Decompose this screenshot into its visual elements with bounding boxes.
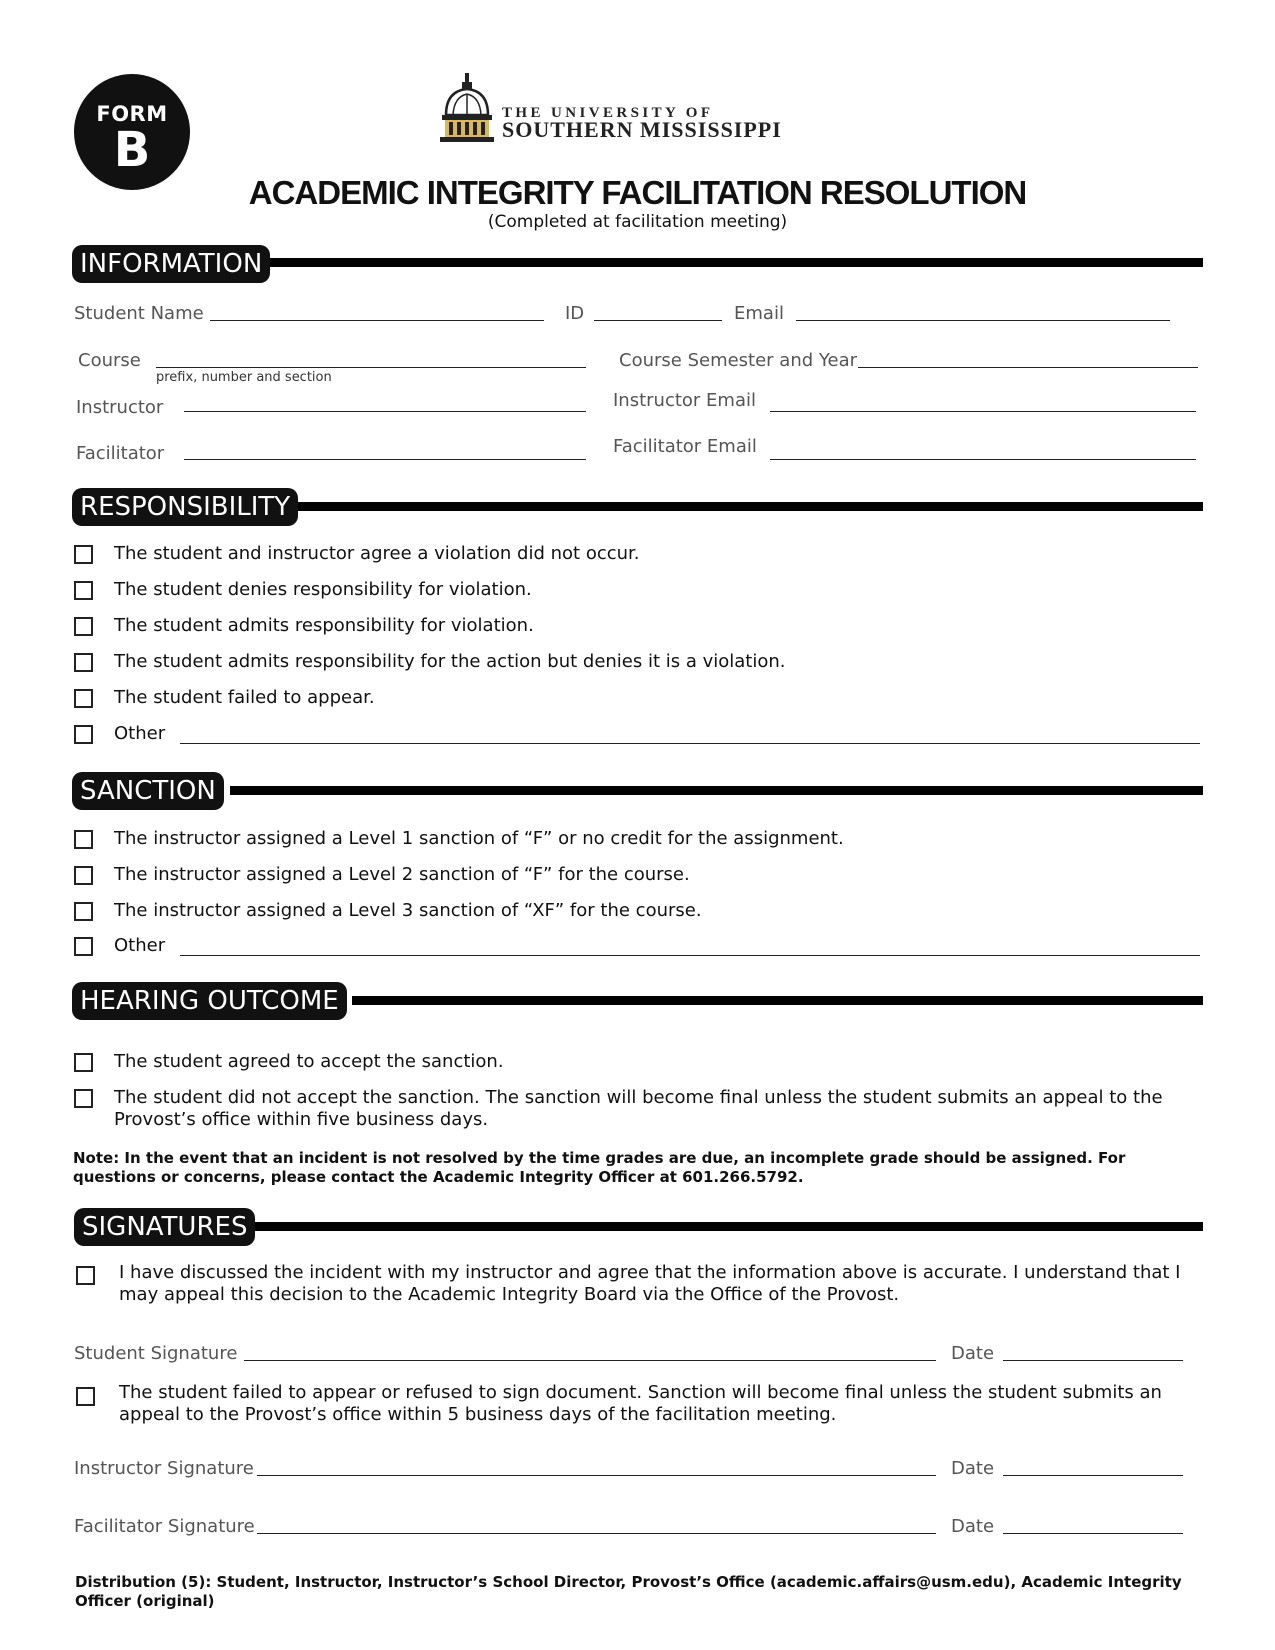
option-label: The student denies responsibility for violation.	[114, 579, 532, 600]
section-rule	[270, 258, 1203, 267]
checkbox-level-1-sanction[interactable]	[74, 830, 93, 849]
option-label: The student agreed to accept the sanction.	[114, 1051, 504, 1072]
id-label: ID	[565, 303, 585, 324]
checkbox-responsibility-other[interactable]	[74, 725, 93, 744]
checkbox-level-3-sanction[interactable]	[74, 902, 93, 921]
form-badge-letter: B	[113, 122, 151, 178]
checkbox-failed-to-appear[interactable]	[74, 689, 93, 708]
facilitator-field[interactable]	[184, 459, 586, 460]
student-name-label: Student Name	[74, 303, 204, 324]
id-field[interactable]	[594, 320, 722, 321]
dome-icon	[440, 73, 494, 145]
section-rule	[230, 786, 1203, 795]
form-title: ACADEMIC INTEGRITY FACILITATION RESOLUTION	[248, 174, 1027, 211]
student-signature-field[interactable]	[244, 1360, 936, 1361]
checkbox-failed-to-sign[interactable]	[76, 1387, 95, 1406]
facilitator-email-label: Facilitator Email	[613, 436, 757, 457]
form-subtitle: (Completed at facilitation meeting)	[487, 212, 788, 232]
date-label: Date	[951, 1458, 995, 1479]
section-heading-signatures: SIGNATURES	[74, 1208, 255, 1246]
checkbox-no-violation[interactable]	[74, 545, 93, 564]
date-label: Date	[951, 1516, 995, 1537]
instructor-email-field[interactable]	[770, 411, 1196, 412]
option-label: Other	[114, 723, 166, 744]
section-rule	[248, 1222, 1203, 1231]
section-rule	[284, 502, 1203, 511]
logo-text-line2: SOUTHERN MISSISSIPPI	[502, 117, 782, 142]
section-rule	[352, 996, 1203, 1005]
option-label: The student admits responsibility for violation.	[114, 615, 534, 636]
university-logo	[440, 73, 840, 148]
form-badge-word: FORM	[96, 102, 168, 126]
course-semester-label: Course Semester and Year	[619, 350, 857, 371]
checkbox-denies-responsibility[interactable]	[74, 581, 93, 600]
note-text: Note: In the event that an incident is not resolved by the time grades are due, an incomplete grade should be assigned. For questions or concerns, please contact the Academic Integrity Officer at 601.266.5792.	[73, 1149, 1126, 1186]
facilitator-label: Facilitator	[76, 443, 165, 464]
distribution-text: Distribution (5): Student, Instructor, Instructor’s School Director, Provost’s Office (academic.affairs@usm.edu), Academic Integrity Officer (original)	[75, 1573, 1182, 1610]
option-label: The student failed to appear.	[114, 687, 375, 708]
logo-text-line1: THE UNIVERSITY OF	[502, 105, 714, 121]
section-heading-sanction: SANCTION	[72, 772, 224, 810]
course-label: Course	[78, 350, 141, 371]
email-field[interactable]	[796, 320, 1170, 321]
date-label: Date	[951, 1343, 995, 1364]
checkbox-did-not-accept-sanction[interactable]	[74, 1089, 93, 1108]
facilitator-signature-label: Facilitator Signature	[74, 1516, 255, 1537]
course-hint: prefix, number and section	[156, 370, 332, 385]
acknowledgement-text: I have discussed the incident with my instructor and agree that the information above is accurate. I understand that I may appeal this decision to the Academic Integrity Board via the Office of the Provost.	[119, 1262, 1181, 1305]
instructor-date-field[interactable]	[1003, 1475, 1183, 1476]
checkbox-sanction-other[interactable]	[74, 937, 93, 956]
instructor-signature-field[interactable]	[257, 1475, 936, 1476]
course-semester-field[interactable]	[858, 367, 1198, 368]
facilitator-email-field[interactable]	[770, 459, 1196, 460]
course-field[interactable]	[156, 367, 586, 368]
checkbox-level-2-sanction[interactable]	[74, 866, 93, 885]
checkbox-accepted-sanction[interactable]	[74, 1053, 93, 1072]
option-label: The instructor assigned a Level 3 sanction of “XF” for the course.	[114, 900, 702, 921]
facilitator-date-field[interactable]	[1003, 1533, 1183, 1534]
section-heading-hearing-outcome: HEARING OUTCOME	[72, 982, 347, 1020]
sanction-other-field[interactable]	[180, 955, 1200, 956]
checkbox-admits-action-denies-violation[interactable]	[74, 653, 93, 672]
option-label: The student did not accept the sanction. The sanction will become final unless the student submits an appeal to the Provost’s office within five business days.	[114, 1087, 1163, 1130]
failed-to-sign-text: The student failed to appear or refused to sign document. Sanction will become final unless the student submits an appeal to the Provost’s office within 5 business days of the facilitation meeting.	[119, 1382, 1162, 1425]
instructor-label: Instructor	[76, 397, 164, 418]
option-label: The instructor assigned a Level 1 sanction of “F” or no credit for the assignment.	[114, 828, 844, 849]
email-label: Email	[734, 303, 784, 324]
student-name-field[interactable]	[210, 320, 544, 321]
option-label: The instructor assigned a Level 2 sanction of “F” for the course.	[114, 864, 690, 885]
section-heading-information: INFORMATION	[72, 245, 270, 283]
student-signature-label: Student Signature	[74, 1343, 238, 1364]
student-date-field[interactable]	[1003, 1360, 1183, 1361]
option-label: The student and instructor agree a violation did not occur.	[114, 543, 640, 564]
checkbox-acknowledgement[interactable]	[76, 1266, 95, 1285]
instructor-email-label: Instructor Email	[613, 390, 756, 411]
section-heading-responsibility: RESPONSIBILITY	[72, 488, 298, 526]
option-label: The student admits responsibility for the action but denies it is a violation.	[114, 651, 786, 672]
responsibility-other-field[interactable]	[180, 743, 1200, 744]
facilitator-signature-field[interactable]	[257, 1533, 936, 1534]
option-label: Other	[114, 935, 166, 956]
form-badge	[74, 74, 190, 190]
checkbox-admits-responsibility[interactable]	[74, 617, 93, 636]
instructor-field[interactable]	[184, 411, 586, 412]
instructor-signature-label: Instructor Signature	[74, 1458, 254, 1479]
